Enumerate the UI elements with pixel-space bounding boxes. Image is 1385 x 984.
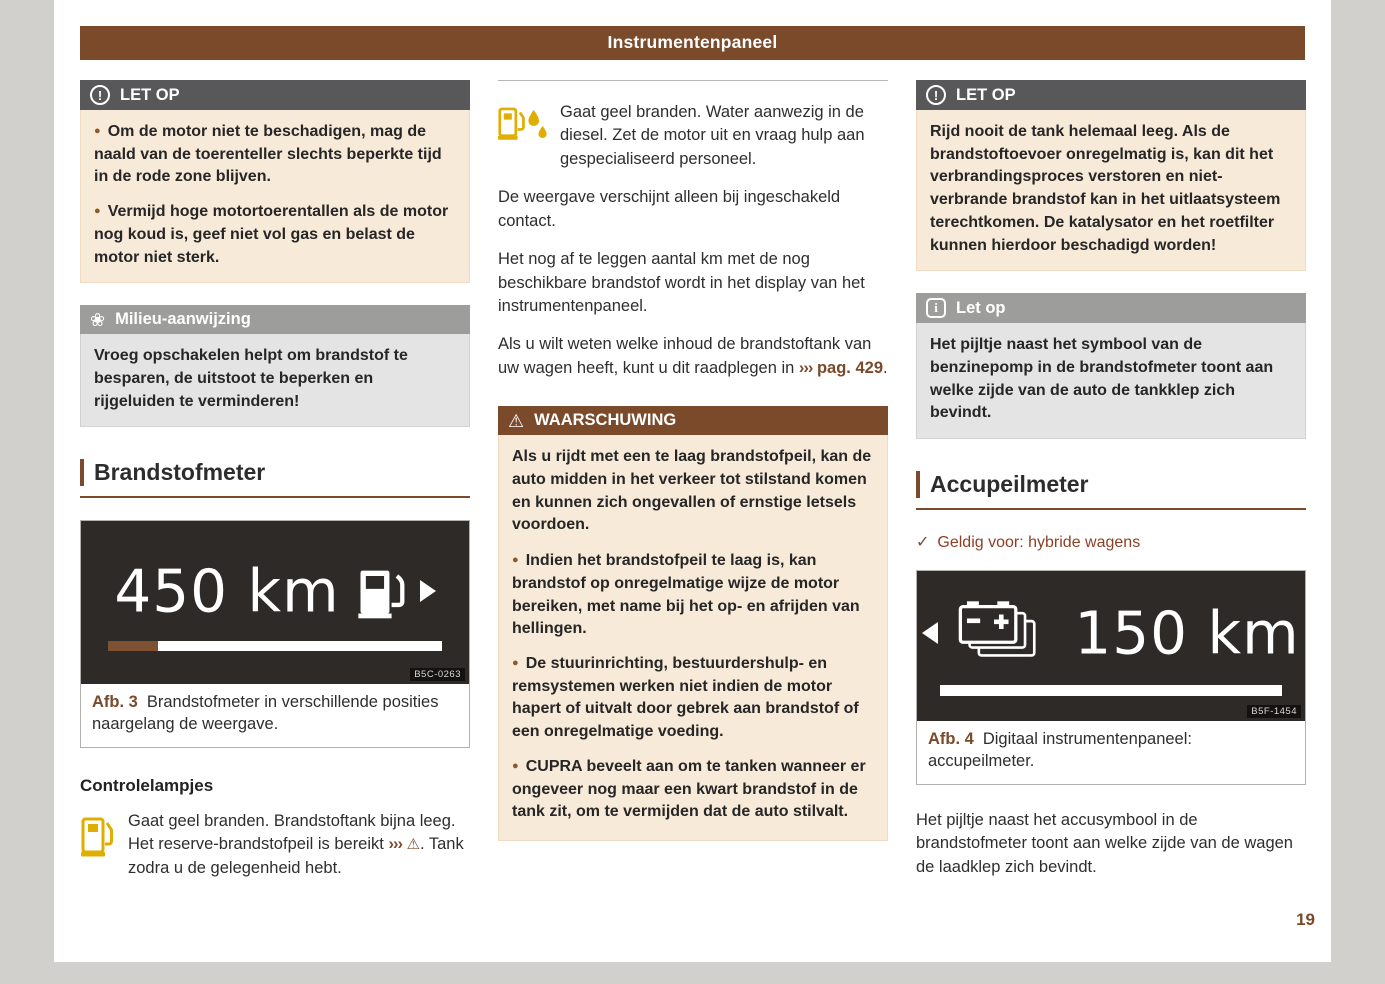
figure-3-code: B5C-0263 xyxy=(410,668,465,681)
valid-for-line xyxy=(916,532,1306,552)
column-top-rule xyxy=(498,80,888,81)
warning-bullet: ● De stuurinrichting, bestuurdershulp- en remsystemen werken niet indien de motor hapert of uitvalt door gebrek aan brandstof of een onregelmatige voeding. xyxy=(512,653,874,744)
info-icon xyxy=(926,298,946,318)
arrow-right-icon xyxy=(420,580,436,602)
figure-4-caption-text: Digitaal instrumentenpaneel: accupeilmeter. xyxy=(928,730,1192,770)
note-warning-body xyxy=(498,435,888,841)
note-caution-1-header xyxy=(80,80,470,110)
info-glyph: i xyxy=(934,300,938,316)
sentence-period: . xyxy=(883,358,888,377)
caution-bullet: ● Vermijd hoge motortoerentallen als de motor nog koud is, geef niet vol gas en belast de motor niet sterk. xyxy=(94,201,456,269)
note-info-body: Het pijltje naast het symbool van de benzinepomp in de brandstofmeter toont aan welke zijde van de auto de tankklep zich bevindt. xyxy=(916,323,1306,439)
warning-triangle-icon: ⚠ xyxy=(508,410,525,431)
note-info-title: Let op xyxy=(956,298,1006,317)
flower-icon: ❀ xyxy=(90,309,106,330)
lamp-text-after: . Tank zodra u de gelegenheid hebt. xyxy=(128,835,464,877)
column-2 xyxy=(498,80,888,895)
manual-page xyxy=(54,0,1331,962)
figure-3 xyxy=(80,520,470,748)
note-caution-2-body: Rijd nooit de tank helemaal leeg. Als de brandstoftoevoer onregelmatig is, kan dit het verbrandingsproces verstoren en niet-verbrande brandstof kan in het uitlaatsysteem terechtkomen. De katalysator en het roetfilter kunnen hierdoor beschadigd worden! xyxy=(916,110,1306,271)
warning-bullet: ● Indien het brandstofpeil te laag is, kan brandstof op onregelmatige wijze de motor bereiken, met name bij het op- en afrijden van hellingen. xyxy=(512,550,874,641)
note-warning xyxy=(498,406,888,841)
fuel-level-segment xyxy=(108,641,158,651)
column-1 xyxy=(80,80,470,895)
note-info-header xyxy=(916,293,1306,323)
range-value: 450 km xyxy=(114,556,340,626)
warning-intro: Als u rijdt met een te laag brandstofpeil, kan de auto midden in het verkeer tot stilstand komen en kunnen zich ongevallen of ernstige letsels voordoen. xyxy=(512,448,872,534)
warning-lamp-text-1 xyxy=(80,810,470,880)
note-info xyxy=(916,293,1306,439)
note-caution-1 xyxy=(80,80,470,283)
battery-gauge-display xyxy=(917,571,1305,721)
figure-4-caption xyxy=(917,721,1305,784)
check-icon: ✓ xyxy=(916,534,930,552)
section-heading-brandstofmeter xyxy=(80,457,470,498)
paragraph-tank-capacity xyxy=(498,333,888,380)
note-warning-header xyxy=(498,406,888,435)
page-header-bar xyxy=(80,26,1305,60)
page-reference-link[interactable]: pag. 429 xyxy=(816,358,884,377)
exclamation-glyph: ! xyxy=(933,87,939,103)
valid-for-text: Geldig voor: hybride wagens xyxy=(937,534,1141,552)
exclamation-icon xyxy=(90,85,110,105)
columns xyxy=(80,80,1305,895)
note-caution-2-title: LET OP xyxy=(956,85,1016,104)
note-caution-1-body xyxy=(80,110,470,283)
page-number: 19 xyxy=(1296,910,1315,929)
arrow-left-icon xyxy=(922,622,938,644)
paragraph-range-display: Het nog af te leggen aantal km met de nog beschikbare brandstof wordt in het display van het instrumentenpaneel. xyxy=(498,250,865,315)
tank-capacity-text: Als u wilt weten welke inhoud de brandstoftank van uw wagen heeft, kunt u dit raadplegen in xyxy=(498,335,872,377)
battery-icon xyxy=(952,600,1040,666)
paragraph-contact: De weergave verschijnt alleen bij ingeschakeld contact. xyxy=(498,188,841,230)
warning-lamp-paragraph-1 xyxy=(80,810,470,895)
note-warning-title: WAARSCHUWING xyxy=(534,411,677,430)
exclamation-glyph: ! xyxy=(97,87,103,103)
note-caution-2-header xyxy=(916,80,1306,110)
figure-3-caption xyxy=(81,684,469,747)
subheading-controlelampjes: Controlelampjes xyxy=(80,776,214,795)
warning-lamp-paragraph-2 xyxy=(498,101,888,186)
fuel-gauge-display xyxy=(81,521,469,684)
exclamation-icon xyxy=(926,85,946,105)
note-environment-title: Milieu-aanwijzing xyxy=(115,310,251,329)
figure-3-caption-text: Brandstofmeter in verschillende posities naargelang de weergave. xyxy=(92,693,439,734)
page-title: Instrumentenpaneel xyxy=(607,32,778,52)
fuel-pump-icon xyxy=(358,561,408,621)
note-environment-header xyxy=(80,305,470,334)
battery-level-bar xyxy=(940,685,1281,696)
paragraph-battery-arrow: Het pijltje naast het accusymbool in de brandstofmeter toont aan welke zijde van de wagen de laadklep zich bevindt. xyxy=(916,810,1293,876)
note-caution-1-title: LET OP xyxy=(120,85,180,104)
figure-4-code: B5F-1454 xyxy=(1247,705,1301,718)
note-environment xyxy=(80,305,470,427)
note-caution-2 xyxy=(916,80,1306,271)
note-environment-body: Vroeg opschakelen helpt om brandstof te besparen, de uitstoot te beperken en rijgeluiden te verminderen! xyxy=(80,334,470,427)
section-heading-accupeilmeter xyxy=(916,469,1306,510)
warning-lamp-text-2: Gaat geel branden. Water aanwezig in de diesel. Zet de motor uit en vraag hulp aan gespecialiseerd personeel. xyxy=(560,103,865,168)
lamp-text-before: Gaat geel branden. Brandstoftank bijna leeg. Het reserve-brandstofpeil is bereikt xyxy=(128,812,456,854)
warning-triangle-icon[interactable]: ⚠ xyxy=(406,836,420,854)
cross-ref-arrows[interactable]: ››› xyxy=(388,835,402,854)
column-3 xyxy=(916,80,1306,895)
warning-bullet: ● CUPRA beveelt aan om te tanken wanneer er ongeveer nog maar een kwart brandstof in de tank zit, om te vermijden dat de auto stilvalt. xyxy=(512,756,874,824)
caution-bullet: ● Om de motor niet te beschadigen, mag de naald van de toerenteller slechts beperkte tijd in de rode zone blijven. xyxy=(94,121,456,189)
range-value: 150 km xyxy=(1074,598,1300,668)
fuel-level-bar xyxy=(108,641,442,651)
figure-4 xyxy=(916,570,1306,785)
section-title: Brandstofmeter xyxy=(80,459,470,486)
figure-4-label: Afb. 4 xyxy=(928,730,974,749)
fuel-pump-warning-lamp-icon xyxy=(80,813,116,859)
water-in-fuel-lamp-icon xyxy=(498,104,548,146)
figure-3-label: Afb. 3 xyxy=(92,693,138,712)
cross-ref-arrows[interactable]: ››› xyxy=(798,358,813,377)
section-title: Accupeilmeter xyxy=(916,471,1306,498)
